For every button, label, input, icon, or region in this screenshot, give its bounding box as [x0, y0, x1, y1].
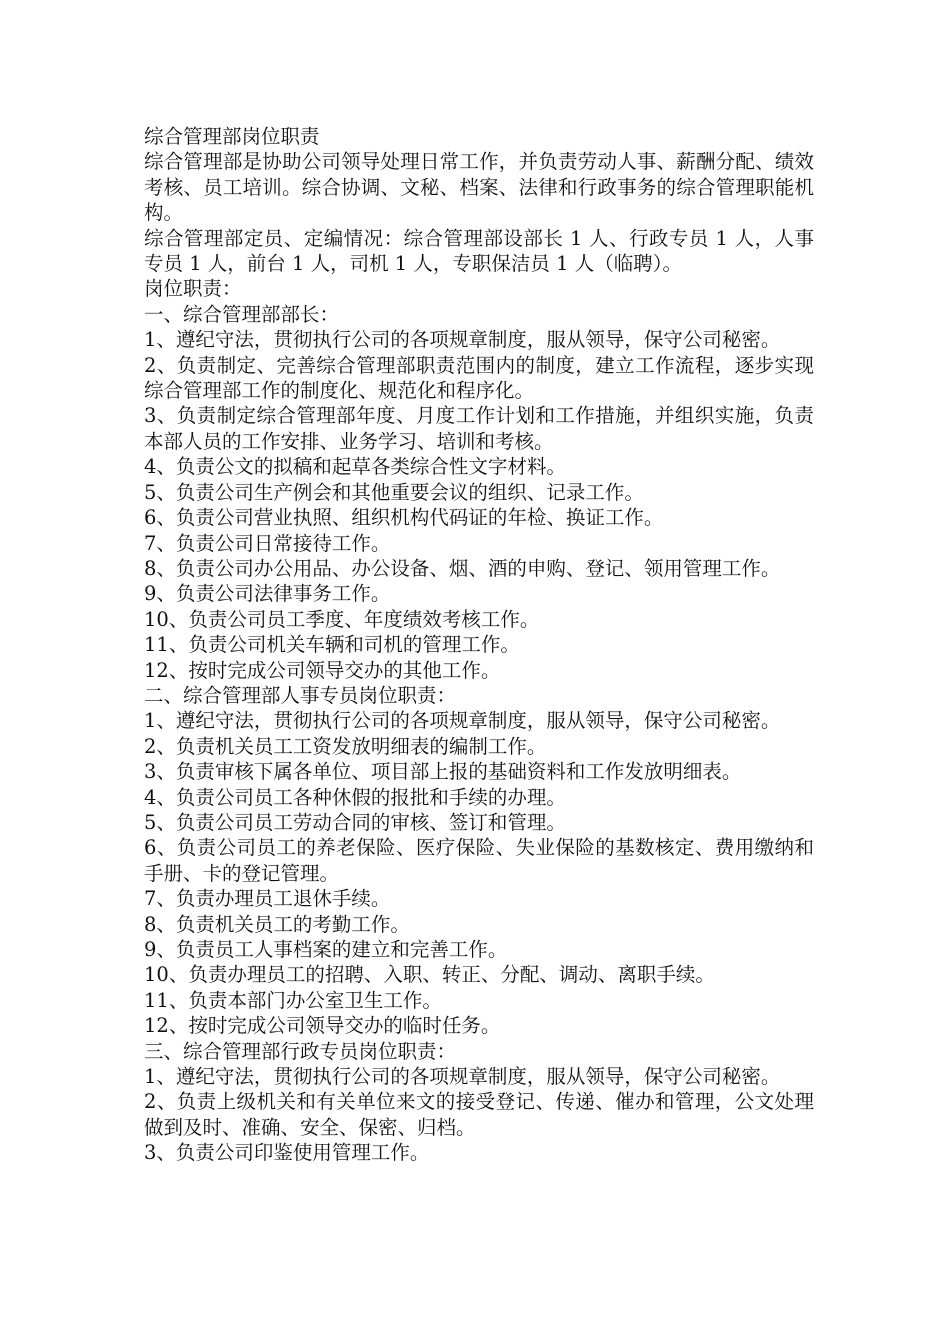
list-item: 2、负责机关员工工资发放明细表的编制工作。: [144, 734, 547, 758]
staffing-paragraph: 综合管理部定员、定编情况：综合管理部设部长 1 人、行政专员 1 人，人事专员 1 人，前台 1 人，司机 1 人，专职保洁员 1 人（临聘）。: [144, 226, 814, 276]
list-item: 6、负责公司员工的养老保险、医疗保险、失业保险的基数核定、费用缴纳和手册、卡的登记管理。: [144, 836, 814, 885]
list-item: 7、负责公司日常接待工作。: [144, 531, 391, 555]
list-item: 6、负责公司营业执照、组织机构代码证的年检、换证工作。: [144, 506, 664, 530]
list-item: 1、遵纪守法，贯彻执行公司的各项规章制度，服从领导，保守公司秘密。: [144, 328, 781, 352]
list-item: 9、负责员工人事档案的建立和完善工作。: [144, 938, 508, 961]
section-heading: 二、综合管理部人事专员岗位职责：: [144, 683, 457, 707]
list-item: 8、负责机关员工的考勤工作。: [144, 912, 410, 936]
list-item: 12、按时完成公司领导交办的其他工作。: [144, 658, 501, 682]
list-item: 3、负责审核下属各单位、项目部上报的基础资料和工作发放明细表。: [144, 760, 742, 784]
intro-paragraph: 综合管理部是协助公司领导处理日常工作，并负责劳动人事、薪酬分配、绩效考核、员工培训。综合协调、文秘、档案、法律和行政事务的综合管理职能机构。: [144, 150, 814, 225]
list-item: 5、负责公司员工劳动合同的审核、签订和管理。: [144, 810, 566, 834]
list-item: 2、负责制定、完善综合管理部职责范围内的制度，建立工作流程，逐步实现综合管理部工作的制度化、规范化和程序化。: [144, 353, 814, 403]
list-item: 10、负责办理员工的招聘、入职、转正、分配、调动、离职手续。: [144, 963, 715, 987]
list-item: 10、负责公司员工季度、年度绩效考核工作。: [144, 607, 540, 631]
list-item: 8、负责公司办公用品、办公设备、烟、酒的申购、登记、领用管理工作。: [144, 556, 781, 580]
duties-heading: 岗位职责：: [144, 277, 242, 301]
list-item: 1、遵纪守法，贯彻执行公司的各项规章制度，服从领导，保守公司秘密。: [144, 709, 781, 733]
list-item: 9、负责公司法律事务工作。: [144, 582, 391, 606]
list-item: 4、负责公文的拟稿和起草各类综合性文字材料。: [144, 455, 566, 479]
list-item: 4、负责公司员工各种休假的报批和手续的办理。: [144, 785, 566, 809]
document-title: 综合管理部岗位职责: [144, 125, 320, 148]
list-item: 3、负责公司印鉴使用管理工作。: [144, 1141, 430, 1165]
document-body: [144, 124, 814, 1166]
section-heading: 一、综合管理部部长：: [144, 302, 340, 326]
list-item: 3、负责制定综合管理部年度、月度工作计划和工作措施，并组织实施，负责本部人员的工作安排、业务学习、培训和考核。: [144, 404, 814, 453]
list-item: 7、负责办理员工退休手续。: [144, 887, 391, 911]
section-heading: 三、综合管理部行政专员岗位职责：: [144, 1039, 457, 1063]
list-item: 1、遵纪守法，贯彻执行公司的各项规章制度，服从领导，保守公司秘密。: [144, 1065, 781, 1089]
list-item: 12、按时完成公司领导交办的临时任务。: [144, 1014, 501, 1038]
list-item: 11、负责公司机关车辆和司机的管理工作。: [144, 633, 520, 657]
list-item: 2、负责上级机关和有关单位来文的接受登记、传递、催办和管理，公文处理做到及时、准确、安全、保密、归档。: [144, 1090, 814, 1139]
list-item: 11、负责本部门办公室卫生工作。: [144, 988, 442, 1012]
list-item: 5、负责公司生产例会和其他重要会议的组织、记录工作。: [144, 480, 644, 504]
